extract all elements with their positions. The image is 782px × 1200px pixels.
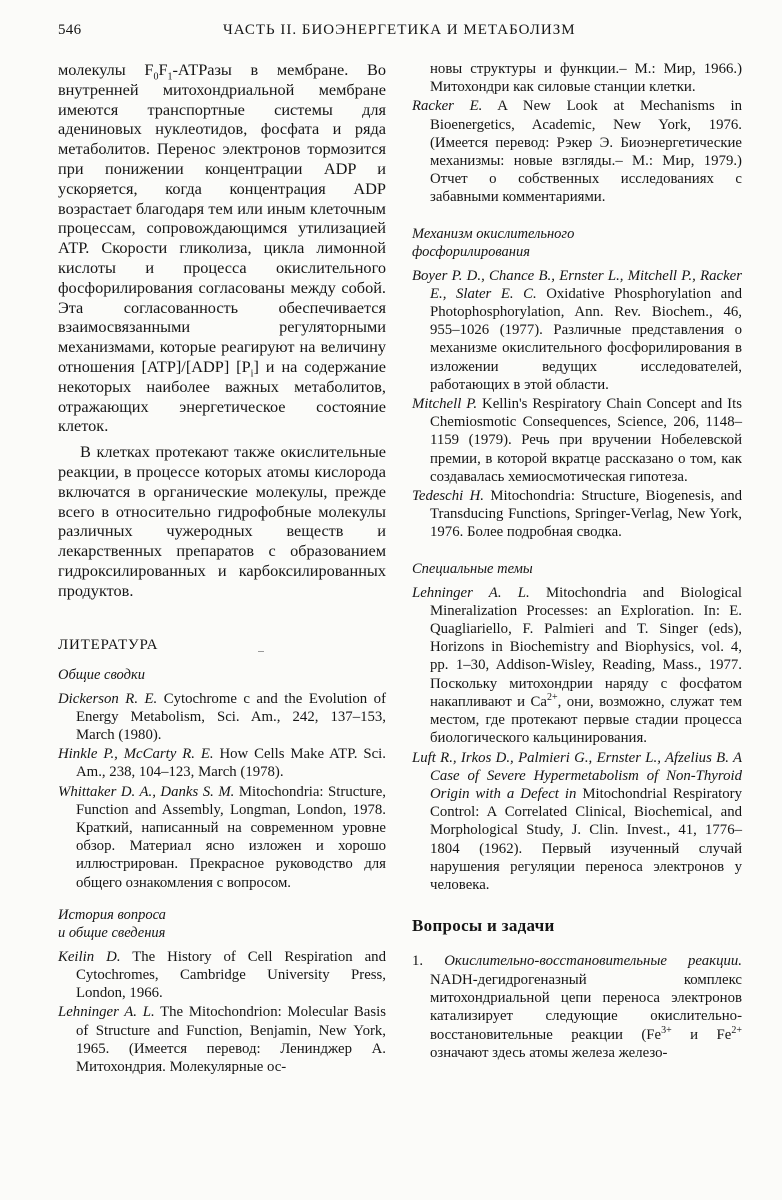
paragraph-1: молекулы $F_0F_1$-АТРазы в мембране. Во внутренней митохондриальной мембране имеются транспортные системы для адениновых нуклеотидов, фосфата и ряда метаболитов. Перенос электронов тормозится при понижении концентрации ADP и ускоряется, когда концентрация ADP возрастает благодаря тем или иным клеточным процессам, сопровождающимся утилизацией АТР. Скорости гликолиза, цикла лимонной кислоты и процесса окислительного фосфорилирования согласованы между собой. Эта согласованность обеспечивается взаимосвязанными регуляторными механизмами, которые реагируют на величину отношения [ATP]/[ADP] $[P_i]$ и на содержание некоторых наиболее важных метаболитов, отражающих энергетическое состояние клеток. bbox=[58, 60, 386, 436]
reference-item: Dickerson R. E. Cytochrome c and the Evolution of Energy Metabolism, Sci. Am., 242, 137–153, March (1980). bbox=[58, 690, 387, 743]
running-header bbox=[58, 18, 744, 48]
paragraph-2: В клетках протекают также окислительные реакции, в процессе которых атомы кислорода включатся в органические молекулы, прежде всего в относительно гидрофобные молекулы различных чужеродных веществ и лекарственных препаратов с образованием гидроксилированных и карбоксилированных продуктов. bbox=[58, 442, 386, 600]
print-speck bbox=[258, 651, 264, 652]
left-column bbox=[58, 60, 386, 1077]
question-item: 1. Окислительно-восстановительные реакции. NADH-дегидрогеназный комплекс митохондриальной цепи переноса электронов катализирует следующие окислительно-восстановительные реакции ($Fe^{3+}$ и $Fe^{2+}$ означают здесь атомы железа железо- bbox=[412, 953, 742, 1062]
reference-item: Whittaker D. A., Danks S. M. Mitochondria: Structure, Function and Assembly, Longman, London, 1978. Краткий, написанный на современном уровне обзор. Материал ясно изложен и хорошо иллюстрирован. Прекрасное руководство для общего ознакомления с вопросом. bbox=[58, 783, 386, 891]
reference-item: Racker E. A New Look at Mechanisms in Bioenergetics, Academic, New York, 1976. (Имеется перевод: Рэкер Э. Биоэнергетические механизмы: новые взгляды.– М.: Мир, 1979.) Отчет о собственных исследованиях с забавными комментариями. bbox=[412, 98, 742, 206]
questions-heading: Вопросы и задачи bbox=[412, 916, 555, 936]
reference-continuation: новы структуры и функции.– М.: Мир, 1966.) Митохондри как силовые станции клетки. bbox=[430, 61, 742, 96]
history-heading: История вопроса и общие сведения bbox=[58, 906, 166, 941]
mechanism-heading: Механизм окислительного фосфорилирования bbox=[412, 225, 575, 260]
running-title: ЧАСТЬ II. БИОЭНЕРГЕТИКА И МЕТАБОЛИЗМ bbox=[223, 22, 576, 38]
literature-heading: ЛИТЕРАТУРА bbox=[58, 636, 159, 653]
reference-item: Lehninger A. L. The Mitochondrion: Molecular Basis of Structure and Function, Benjamin, New York, 1965. (Имеется перевод: Ленинджер А. Митохондрия. Молекулярные ос- bbox=[58, 1004, 386, 1075]
reference-item: Lehninger A. L. Mitochondria and Biological Mineralization Processes: an Exploration. In: E. Quagliariello, F. Palmieri and T. Singer (eds), Horizons in Biochemistry and Biophysics, vol. 4, pp. 1–30, Addison-Wisley, Reading, Mass., 1977. Поскольку митохондрии наряду с фосфатом накапливают и $Ca^{2+}$, они, возможно, служат тем местом, где протекают первые стадии процесса биологического кальцинирования. bbox=[412, 584, 743, 747]
reference-item: Keilin D. The History of Cell Respiration and Cytochromes, Cambridge University Press, London, 1966. bbox=[58, 948, 386, 1002]
reference-item: Boyer P. D., Chance B., Ernster L., Mitchell P., Racker E., Slater E. C. Oxidative Phosphorylation and Photophosphorylation, Ann. Rev. Biochem., 46, 955–1026 (1977). Различные представления о механизме окислительного фосфорилирования в изложении ведущих исследователей, работающих в этой области. bbox=[412, 267, 742, 393]
special-topics-heading: Специальные темы bbox=[412, 560, 533, 577]
reference-item: Hinkle P., McCarty R. E. How Cells Make ATP. Sci. Am., 238, 104–123, March (1978). bbox=[58, 746, 386, 781]
right-column bbox=[412, 60, 742, 1063]
general-reviews-heading: Общие сводки bbox=[58, 666, 145, 683]
reference-item: Mitchell P. Kellin's Respiratory Chain Concept and Its Chemiosmotic Consequences, Science, 206, 1148–1159 (1979). Речь при вручении Нобелевской премии, в которой вкратце рассказано о том, как создавалась хемиосмотическая гипотеза. bbox=[412, 396, 742, 485]
reference-item: Luft R., Irkos D., Palmieri G., Ernster L., Afzelius B. A Case of Severe Hypermetabolism of Non-Thyroid Origin with a Defect in Mitochondrial Respiratory Control: A Correlated Clinical, Biochemical, and Morphological Study, J. Clin. Invest., 41, 1776–1804 (1962). Первый изученный случай нарушения регуляции переноса электронов у человека. bbox=[412, 749, 742, 893]
reference-item: Tedeschi H. Mitochondria: Structure, Biogenesis, and Transducing Functions, Springer-Verlag, New York, 1976. Более подробная сводка. bbox=[412, 488, 742, 541]
page-number: 546 bbox=[58, 22, 82, 38]
